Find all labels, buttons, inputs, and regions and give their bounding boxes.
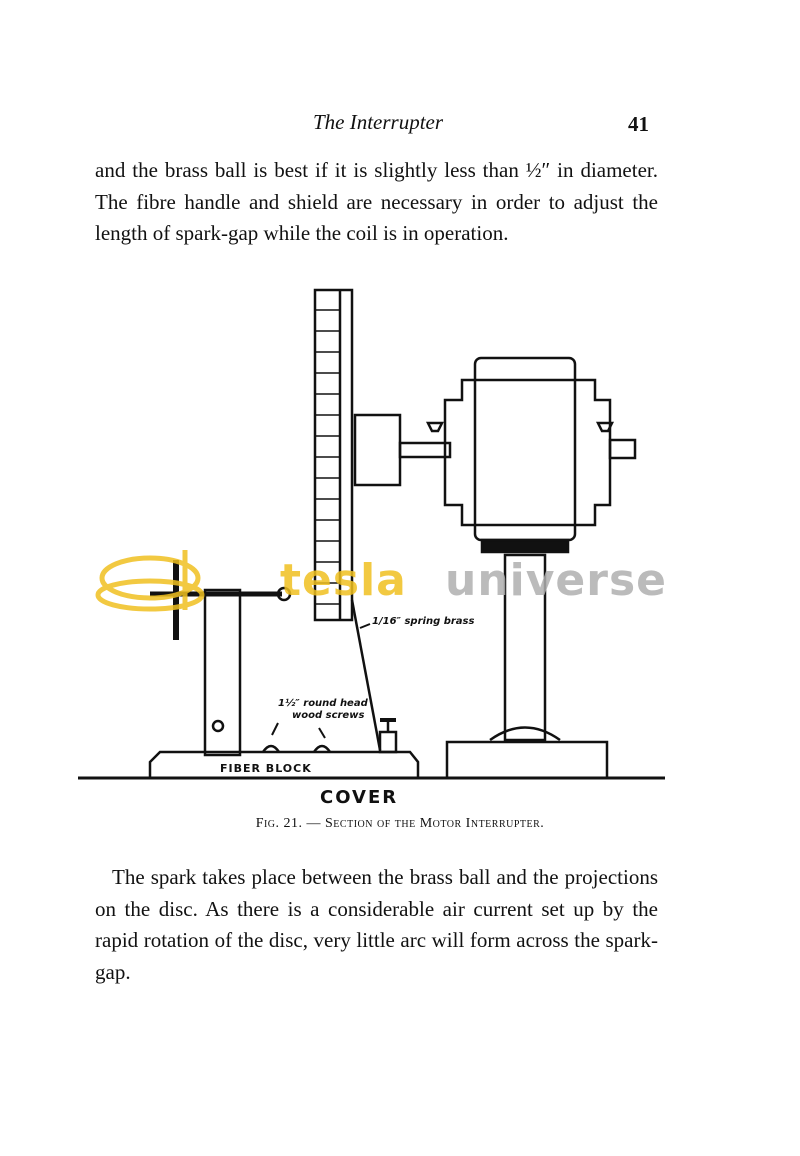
motor-base	[447, 742, 607, 778]
spring-label: 1/16″ spring brass	[372, 616, 475, 627]
shaft	[400, 443, 450, 457]
page-number: 41	[628, 112, 649, 136]
watermark-logo	[98, 550, 202, 610]
fiber-block-label: FIBER BLOCK	[220, 762, 312, 775]
paragraph-2: The spark takes place between the brass ball and the projections on the disc. As there is a considerable air current set up by the rapid rotation of the disc, very little arc will form across the spark-gap.	[95, 865, 658, 984]
figure-caption: Fig. 21. — Section of the Motor Interrupter.	[255, 816, 545, 831]
terminal-post	[380, 732, 396, 752]
hub	[355, 415, 400, 485]
pillar-screw	[213, 721, 223, 731]
watermark-word-1: tesla	[280, 555, 407, 606]
pillar-foot	[490, 728, 560, 741]
screws-label-1: 1½″ round head	[278, 698, 368, 709]
motor	[428, 358, 635, 552]
cover-label: COVER	[320, 787, 399, 808]
running-title: The Interrupter	[312, 110, 444, 134]
watermark-word-2: universe	[445, 555, 667, 606]
screws-label-2: wood screws	[292, 710, 365, 721]
paragraph-1: and the brass ball is best if it is slightly less than ½″ in diameter. The fibre handle and shield are necessary in order to adjust the length of spark-gap while the coil is in operation.	[95, 158, 658, 245]
tesla-universe-watermark	[98, 550, 667, 610]
